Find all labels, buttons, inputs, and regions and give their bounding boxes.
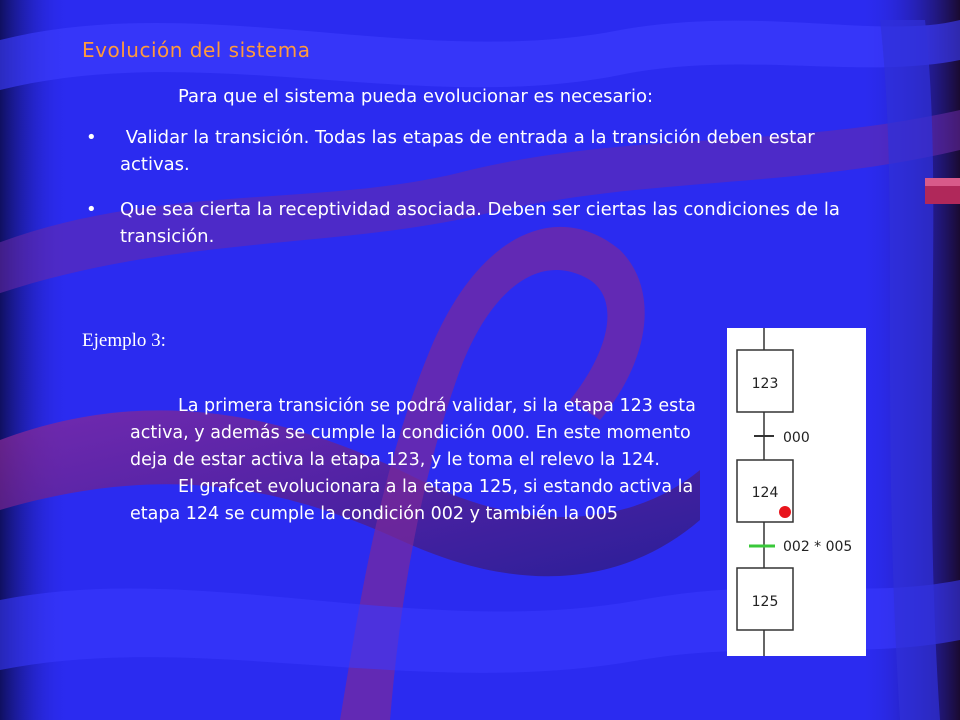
bullet-marker: • (86, 199, 97, 220)
paragraph (130, 393, 696, 474)
grafcet-transition-label: 000 (783, 430, 810, 446)
grafcet-transition-label: 002 * 005 (783, 539, 853, 555)
paragraph-text: El grafcet evolucionara a la etapa 125, si estando activa la etapa 124 se cumple la condición 002 y también la 005 (130, 477, 694, 524)
paragraph (130, 474, 696, 528)
paragraph-text: La primera transición se podrá validar, si la etapa 123 esta activa, y además se cumple la condición 000. En este momento deja de estar activa la etapa 123, y le toma el relevo la 124. (130, 396, 696, 470)
grafcet-step-label: 124 (751, 485, 779, 501)
bullet-item (86, 196, 846, 256)
grafcet-diagram (727, 328, 866, 656)
bullet-text: Validar la transición. Todas las etapas de entrada a la transición deben estar activas. (120, 127, 821, 175)
intro-text: Para que el sistema pueda evolucionar es necesario: (178, 86, 654, 107)
bullet-text: Que sea cierta la receptividad asociada. Deben ser ciertas las condiciones de la transición. (120, 199, 840, 247)
bullet-item (86, 124, 846, 184)
example-label: Ejemplo 3: (82, 330, 166, 351)
slide-title: Evolución del sistema (82, 38, 311, 62)
active-step-token (779, 506, 791, 518)
grafcet-step-label: 123 (751, 376, 779, 392)
bullet-marker: • (86, 127, 97, 148)
example-explanation (130, 393, 696, 528)
grafcet-step-label: 125 (751, 594, 779, 610)
